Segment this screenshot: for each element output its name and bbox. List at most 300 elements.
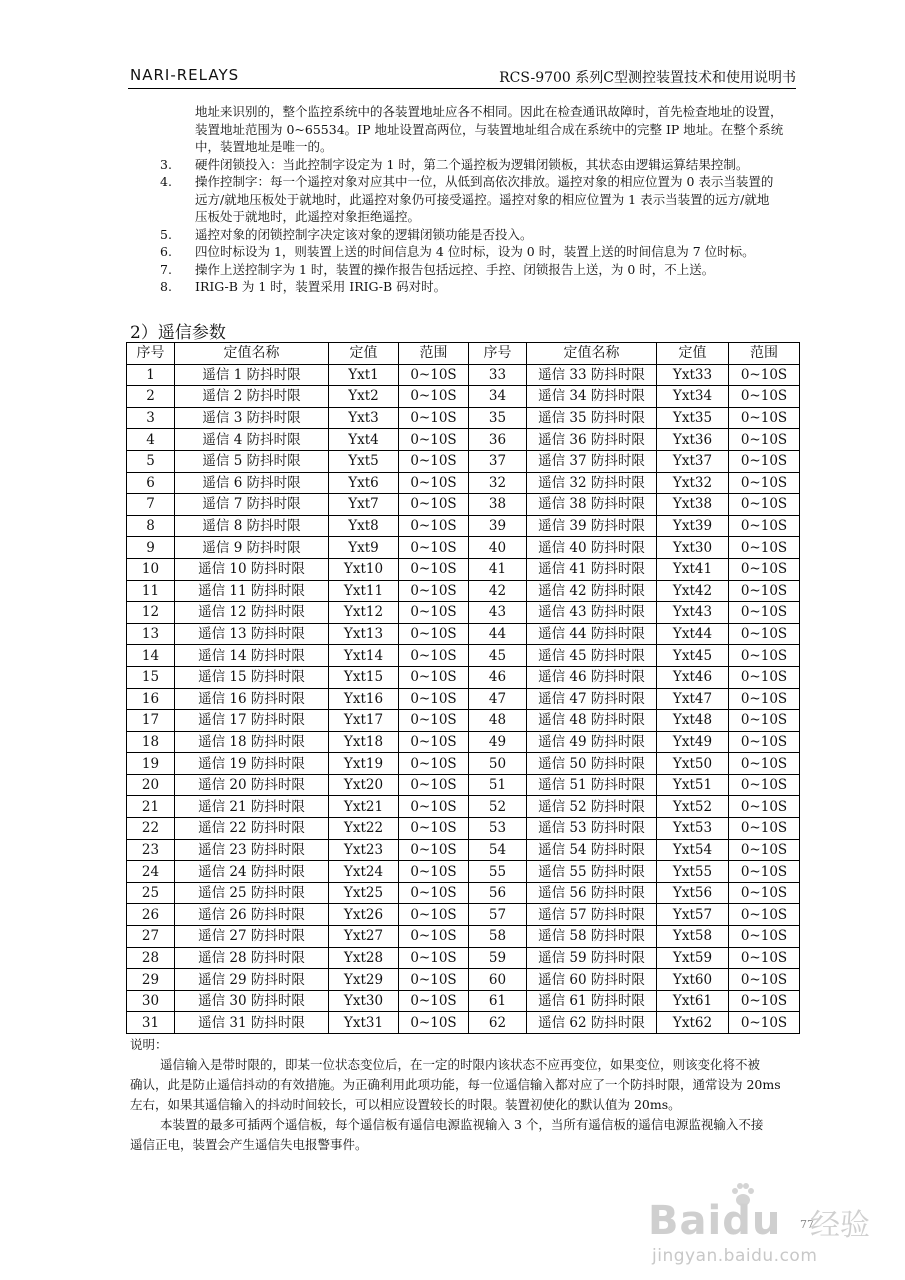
column-header: 定值	[657, 343, 729, 365]
table-cell: 遥信 26 防抖时限	[175, 904, 329, 926]
table-cell: 50	[469, 753, 527, 775]
table-cell: Yxt18	[329, 731, 399, 753]
note-number: 8.	[160, 279, 172, 294]
table-cell: 遥信 50 防抖时限	[527, 753, 657, 775]
table-row	[127, 602, 800, 624]
table-cell: 15	[127, 666, 175, 688]
table-cell: Yxt35	[657, 407, 729, 429]
table-cell: 0~10S	[399, 796, 469, 818]
table-cell: Yxt59	[657, 947, 729, 969]
table-cell: 0~10S	[729, 580, 800, 602]
table-cell: 0~10S	[399, 947, 469, 969]
table-row	[127, 364, 800, 386]
explanation-line: 遥信正电，装置会产生遥信失电报警事件。	[130, 1137, 368, 1152]
table-cell: 0~10S	[729, 904, 800, 926]
table-cell: 55	[469, 861, 527, 883]
table-cell: 0~10S	[399, 839, 469, 861]
table-cell: Yxt7	[329, 494, 399, 516]
table-row	[127, 904, 800, 926]
table-cell: 0~10S	[399, 386, 469, 408]
table-cell: 遥信 58 防抖时限	[527, 926, 657, 948]
table-cell: 遥信 45 防抖时限	[527, 645, 657, 667]
note-number: 5.	[160, 226, 172, 242]
table-row	[127, 386, 800, 408]
table-cell: Yxt23	[329, 839, 399, 861]
table-cell: Yxt44	[657, 623, 729, 645]
table-cell: 遥信 32 防抖时限	[527, 472, 657, 494]
table-cell: Yxt28	[329, 947, 399, 969]
table-cell: 遥信 55 防抖时限	[527, 861, 657, 883]
table-cell: Yxt38	[657, 494, 729, 516]
table-cell: 遥信 1 防抖时限	[175, 364, 329, 386]
table-cell: Yxt55	[657, 861, 729, 883]
table-cell: 遥信 12 防抖时限	[175, 602, 329, 624]
table-cell: 0~10S	[399, 494, 469, 516]
table-cell: 遥信 6 防抖时限	[175, 472, 329, 494]
table-cell: 0~10S	[399, 623, 469, 645]
table-cell: Yxt47	[657, 688, 729, 710]
table-row	[127, 580, 800, 602]
table-cell: 遥信 11 防抖时限	[175, 580, 329, 602]
table-cell: 遥信 15 防抖时限	[175, 666, 329, 688]
table-cell: 0~10S	[399, 861, 469, 883]
table-cell: 遥信 36 防抖时限	[527, 429, 657, 451]
column-header: 范围	[399, 343, 469, 365]
column-header: 定值名称	[175, 343, 329, 365]
table-cell: Yxt52	[657, 796, 729, 818]
table-row	[127, 796, 800, 818]
note-line: 四位时标设为 1，则装置上送的时间信息为 4 位时标，设为 0 时，装置上送的时间信息为 7 位时标。	[195, 244, 755, 259]
table-cell: 9	[127, 537, 175, 559]
table-cell: 4	[127, 429, 175, 451]
table-cell: 24	[127, 861, 175, 883]
table-row	[127, 494, 800, 516]
table-cell: 遥信 4 防抖时限	[175, 429, 329, 451]
table-cell: Yxt19	[329, 753, 399, 775]
table-cell: 28	[127, 947, 175, 969]
explanation-line: 本装置的最多可插两个遥信板，每个遥信板有遥信电源监视输入 3 个，当所有遥信板的遥信电源监视输入不接	[160, 1117, 764, 1132]
table-cell: 18	[127, 731, 175, 753]
table-cell: 0~10S	[399, 731, 469, 753]
table-cell: 26	[127, 904, 175, 926]
table-cell: Yxt10	[329, 558, 399, 580]
table-cell: Yxt5	[329, 450, 399, 472]
table-cell: Yxt30	[329, 990, 399, 1012]
table-cell: 遥信 9 防抖时限	[175, 537, 329, 559]
table-cell: 0~10S	[399, 602, 469, 624]
explanation-line: 遥信输入是带时限的，即某一位状态变位后，在一定的时限内该状态不应再变位，如果变位，则该变化将不被	[160, 1057, 761, 1072]
table-cell: Yxt9	[329, 537, 399, 559]
table-cell: 0~10S	[729, 861, 800, 883]
table-cell: 遥信 33 防抖时限	[527, 364, 657, 386]
table-row	[127, 407, 800, 429]
table-cell: 遥信 13 防抖时限	[175, 623, 329, 645]
table-cell: 0~10S	[399, 904, 469, 926]
note-number: 4.	[160, 174, 172, 189]
table-cell: Yxt43	[657, 602, 729, 624]
table-cell: Yxt6	[329, 472, 399, 494]
table-cell: 遥信 8 防抖时限	[175, 515, 329, 537]
notes-list	[160, 103, 800, 296]
table-cell: 遥信 44 防抖时限	[527, 623, 657, 645]
table-cell: 51	[469, 774, 527, 796]
table-cell: Yxt8	[329, 515, 399, 537]
table-cell: Yxt58	[657, 926, 729, 948]
table-cell: 8	[127, 515, 175, 537]
table-cell: 遥信 10 防抖时限	[175, 558, 329, 580]
table-cell: 遥信 62 防抖时限	[527, 1012, 657, 1034]
table-cell: 0~10S	[399, 580, 469, 602]
note-line: 地址来识别的，整个监控系统中的各装置地址应各不相同。因此在检查通讯故障时，首先检查地址的设置，	[195, 104, 783, 119]
table-cell: 1	[127, 364, 175, 386]
table-cell: 遥信 37 防抖时限	[527, 450, 657, 472]
table-cell: Yxt46	[657, 666, 729, 688]
table-row	[127, 429, 800, 451]
table-cell: 遥信 47 防抖时限	[527, 688, 657, 710]
table-cell: 57	[469, 904, 527, 926]
table-cell: Yxt31	[329, 1012, 399, 1034]
table-cell: Yxt45	[657, 645, 729, 667]
table-cell: Yxt36	[657, 429, 729, 451]
table-cell: Yxt14	[329, 645, 399, 667]
note-continuation	[160, 103, 800, 156]
table-cell: Yxt50	[657, 753, 729, 775]
table-cell: 0~10S	[399, 472, 469, 494]
table-cell: Yxt11	[329, 580, 399, 602]
watermark	[648, 1180, 898, 1270]
table-cell: 54	[469, 839, 527, 861]
params-table	[126, 342, 800, 1034]
table-row	[127, 472, 800, 494]
table-cell: Yxt1	[329, 364, 399, 386]
table-cell: 0~10S	[729, 386, 800, 408]
column-header: 范围	[729, 343, 800, 365]
table-cell: 36	[469, 429, 527, 451]
table-cell: Yxt16	[329, 688, 399, 710]
explanation-line: 确认，此是防止遥信抖动的有效措施。为正确利用此项功能，每一位遥信输入都对应了一个防抖时限，通常设为 20ms	[130, 1077, 781, 1092]
table-cell: 58	[469, 926, 527, 948]
table-cell: 遥信 46 防抖时限	[527, 666, 657, 688]
table-cell: 46	[469, 666, 527, 688]
table-row	[127, 537, 800, 559]
table-cell: 遥信 35 防抖时限	[527, 407, 657, 429]
table-row	[127, 947, 800, 969]
table-cell: 遥信 51 防抖时限	[527, 774, 657, 796]
table-cell: Yxt62	[657, 1012, 729, 1034]
table-cell: 59	[469, 947, 527, 969]
table-cell: 7	[127, 494, 175, 516]
table-cell: Yxt25	[329, 882, 399, 904]
table-row	[127, 623, 800, 645]
table-cell: 遥信 23 防抖时限	[175, 839, 329, 861]
table-cell: Yxt20	[329, 774, 399, 796]
table-cell: 遥信 53 防抖时限	[527, 818, 657, 840]
column-header: 定值名称	[527, 343, 657, 365]
table-cell: 0~10S	[729, 839, 800, 861]
page-header	[128, 66, 796, 89]
table-cell: 0~10S	[729, 926, 800, 948]
table-body	[127, 364, 800, 1033]
table-cell: 遥信 16 防抖时限	[175, 688, 329, 710]
table-cell: 遥信 30 防抖时限	[175, 990, 329, 1012]
table-cell: 0~10S	[729, 753, 800, 775]
table-cell: 35	[469, 407, 527, 429]
table-cell: Yxt17	[329, 710, 399, 732]
note-line: 操作上送控制字为 1 时，装置的操作报告包括远控、手控、闭锁报告上送，为 0 时，不上送。	[195, 261, 715, 277]
table-cell: Yxt22	[329, 818, 399, 840]
table-cell: Yxt37	[657, 450, 729, 472]
column-header: 序号	[127, 343, 175, 365]
table-cell: 0~10S	[729, 796, 800, 818]
table-cell: 0~10S	[729, 666, 800, 688]
note-item-7	[160, 261, 800, 279]
table-cell: 遥信 34 防抖时限	[527, 386, 657, 408]
table-cell: 遥信 56 防抖时限	[527, 882, 657, 904]
table-cell: Yxt61	[657, 990, 729, 1012]
table-cell: 遥信 18 防抖时限	[175, 731, 329, 753]
table-cell: Yxt15	[329, 666, 399, 688]
note-line: 装置地址范围为 0~65534。IP 地址设置高两位，与装置地址组合成在系统中的完整 IP 地址。在整个系统	[195, 121, 784, 137]
table-row	[127, 666, 800, 688]
explanation	[130, 1035, 798, 1155]
note-item-8	[160, 278, 800, 296]
table-cell: 13	[127, 623, 175, 645]
table-row	[127, 861, 800, 883]
table-cell: Yxt34	[657, 386, 729, 408]
table-cell: 38	[469, 494, 527, 516]
table-cell: 0~10S	[729, 818, 800, 840]
table-cell: 0~10S	[399, 990, 469, 1012]
table-cell: 遥信 61 防抖时限	[527, 990, 657, 1012]
table-cell: 0~10S	[729, 1012, 800, 1034]
table-cell: 10	[127, 558, 175, 580]
table-cell: 0~10S	[399, 1012, 469, 1034]
table-cell: 遥信 27 防抖时限	[175, 926, 329, 948]
table-cell: 32	[469, 472, 527, 494]
table-cell: 22	[127, 818, 175, 840]
note-item-6	[160, 243, 800, 261]
table-cell: 0~10S	[729, 731, 800, 753]
table-cell: Yxt49	[657, 731, 729, 753]
table-cell: 0~10S	[399, 364, 469, 386]
table-cell: 16	[127, 688, 175, 710]
table-cell: 0~10S	[729, 688, 800, 710]
table-cell: 29	[127, 969, 175, 991]
table-cell: 0~10S	[399, 688, 469, 710]
table-cell: 21	[127, 796, 175, 818]
note-item-3	[160, 156, 800, 174]
table-cell: 遥信 52 防抖时限	[527, 796, 657, 818]
table-cell: 2	[127, 386, 175, 408]
table-cell: 遥信 41 防抖时限	[527, 558, 657, 580]
table-cell: 48	[469, 710, 527, 732]
table-cell: 25	[127, 882, 175, 904]
table-cell: 0~10S	[729, 558, 800, 580]
table-cell: 0~10S	[729, 494, 800, 516]
table-cell: 0~10S	[729, 882, 800, 904]
note-line: 中，装置地址是唯一的。	[195, 139, 333, 154]
table-cell: 43	[469, 602, 527, 624]
note-line: IRIG-B 为 1 时，装置采用 IRIG-B 码对时。	[195, 279, 447, 294]
table-cell: 47	[469, 688, 527, 710]
page-number: 77	[800, 1218, 814, 1231]
table-cell: 62	[469, 1012, 527, 1034]
table-cell: Yxt39	[657, 515, 729, 537]
table-cell: 0~10S	[399, 882, 469, 904]
table-cell: 0~10S	[729, 623, 800, 645]
table-cell: 遥信 21 防抖时限	[175, 796, 329, 818]
table-cell: 0~10S	[399, 710, 469, 732]
note-item-5	[160, 226, 800, 244]
table-cell: 0~10S	[399, 407, 469, 429]
table-cell: 30	[127, 990, 175, 1012]
table-row	[127, 731, 800, 753]
table-cell: Yxt54	[657, 839, 729, 861]
table-cell: 遥信 49 防抖时限	[527, 731, 657, 753]
note-number: 3.	[160, 156, 172, 172]
table-cell: 遥信 57 防抖时限	[527, 904, 657, 926]
table-cell: 遥信 59 防抖时限	[527, 947, 657, 969]
table-cell: 45	[469, 645, 527, 667]
table-cell: Yxt48	[657, 710, 729, 732]
table-row	[127, 774, 800, 796]
table-cell: 0~10S	[399, 558, 469, 580]
table-cell: 0~10S	[729, 515, 800, 537]
table-row	[127, 1012, 800, 1034]
note-line: 远方/就地压板处于就地时，此遥控对象仍可接受遥控。遥控对象的相应位置为 1 表示当装置的远方/就地	[195, 191, 770, 207]
table-cell: 遥信 14 防抖时限	[175, 645, 329, 667]
table-cell: Yxt30	[657, 537, 729, 559]
table-row	[127, 882, 800, 904]
table-cell: 遥信 42 防抖时限	[527, 580, 657, 602]
table-cell: 遥信 3 防抖时限	[175, 407, 329, 429]
table-cell: Yxt26	[329, 904, 399, 926]
column-header: 序号	[469, 343, 527, 365]
table-cell: 0~10S	[399, 515, 469, 537]
table-cell: 0~10S	[399, 969, 469, 991]
table-cell: 20	[127, 774, 175, 796]
table-row	[127, 645, 800, 667]
table-cell: 31	[127, 1012, 175, 1034]
table-cell: 11	[127, 580, 175, 602]
table-cell: 0~10S	[729, 645, 800, 667]
table-cell: 遥信 17 防抖时限	[175, 710, 329, 732]
table-cell: 0~10S	[729, 364, 800, 386]
table-row	[127, 688, 800, 710]
table-row	[127, 558, 800, 580]
table-cell: Yxt29	[329, 969, 399, 991]
note-line: 操作控制字：每一个遥控对象对应其中一位，从低到高依次排放。遥控对象的相应位置为 0 表示当装置的	[195, 174, 774, 189]
table-cell: Yxt41	[657, 558, 729, 580]
table-cell: Yxt21	[329, 796, 399, 818]
table-cell: 0~10S	[729, 710, 800, 732]
table-cell: 0~10S	[729, 472, 800, 494]
table-cell: 53	[469, 818, 527, 840]
table-cell: 0~10S	[399, 926, 469, 948]
table-cell: 40	[469, 537, 527, 559]
table-cell: 遥信 28 防抖时限	[175, 947, 329, 969]
table-cell: 37	[469, 450, 527, 472]
note-line: 遥控对象的闭锁控制字决定该对象的逻辑闭锁功能是否投入。	[195, 226, 533, 242]
table-cell: 0~10S	[399, 429, 469, 451]
table-row	[127, 839, 800, 861]
table-cell: Yxt12	[329, 602, 399, 624]
table-cell: Yxt24	[329, 861, 399, 883]
explanation-line: 左右，如果其遥信输入的抖动时间较长，可以相应设置较长的时限。装置初使化的默认值为 20ms。	[130, 1097, 681, 1112]
table-cell: Yxt56	[657, 882, 729, 904]
table-cell: Yxt32	[657, 472, 729, 494]
table-cell: 17	[127, 710, 175, 732]
table-row	[127, 710, 800, 732]
table-cell: 23	[127, 839, 175, 861]
table-cell: 6	[127, 472, 175, 494]
table-cell: 0~10S	[729, 774, 800, 796]
table-cell: 遥信 22 防抖时限	[175, 818, 329, 840]
table-cell: 27	[127, 926, 175, 948]
explanation-label: 说明：	[130, 1037, 168, 1052]
table-cell: Yxt42	[657, 580, 729, 602]
table-row	[127, 450, 800, 472]
header-manual-title: RCS-9700 系列C型测控装置技术和使用说明书	[499, 70, 796, 86]
table-cell: 0~10S	[399, 753, 469, 775]
table-cell: 0~10S	[399, 450, 469, 472]
table-cell: 34	[469, 386, 527, 408]
watermark-brand-cn: 经验	[810, 1208, 870, 1243]
table-row	[127, 515, 800, 537]
table-cell: 41	[469, 558, 527, 580]
table-cell: 遥信 31 防抖时限	[175, 1012, 329, 1034]
table-cell: 56	[469, 882, 527, 904]
table-cell: 遥信 29 防抖时限	[175, 969, 329, 991]
note-line: 压板处于就地时，此遥控对象拒绝遥控。	[195, 209, 421, 224]
table-cell: 49	[469, 731, 527, 753]
table-cell: 33	[469, 364, 527, 386]
table-cell: Yxt53	[657, 818, 729, 840]
table-header-row	[127, 343, 800, 365]
table-cell: Yxt4	[329, 429, 399, 451]
table-row	[127, 753, 800, 775]
watermark-brand: Baidu	[648, 1198, 782, 1244]
column-header: 定值	[329, 343, 399, 365]
table-cell: 19	[127, 753, 175, 775]
table-cell: 0~10S	[399, 774, 469, 796]
header-company: NARI-RELAYS	[130, 66, 240, 84]
table-cell: 52	[469, 796, 527, 818]
table-cell: 遥信 40 防抖时限	[527, 537, 657, 559]
table-cell: 遥信 20 防抖时限	[175, 774, 329, 796]
note-number: 7.	[160, 261, 172, 277]
table-cell: 遥信 43 防抖时限	[527, 602, 657, 624]
table-cell: 遥信 5 防抖时限	[175, 450, 329, 472]
table-cell: 0~10S	[399, 645, 469, 667]
table-cell: 遥信 54 防抖时限	[527, 839, 657, 861]
table-cell: 遥信 48 防抖时限	[527, 710, 657, 732]
table-cell: 0~10S	[729, 429, 800, 451]
table-cell: 遥信 24 防抖时限	[175, 861, 329, 883]
table-cell: Yxt2	[329, 386, 399, 408]
table-cell: 0~10S	[729, 537, 800, 559]
table-cell: Yxt33	[657, 364, 729, 386]
table-cell: Yxt27	[329, 926, 399, 948]
table-cell: 遥信 60 防抖时限	[527, 969, 657, 991]
table-cell: 0~10S	[729, 407, 800, 429]
table-cell: 14	[127, 645, 175, 667]
table-row	[127, 926, 800, 948]
table-cell: 0~10S	[399, 818, 469, 840]
table-cell: 0~10S	[729, 450, 800, 472]
table-cell: 0~10S	[399, 537, 469, 559]
table-row	[127, 969, 800, 991]
